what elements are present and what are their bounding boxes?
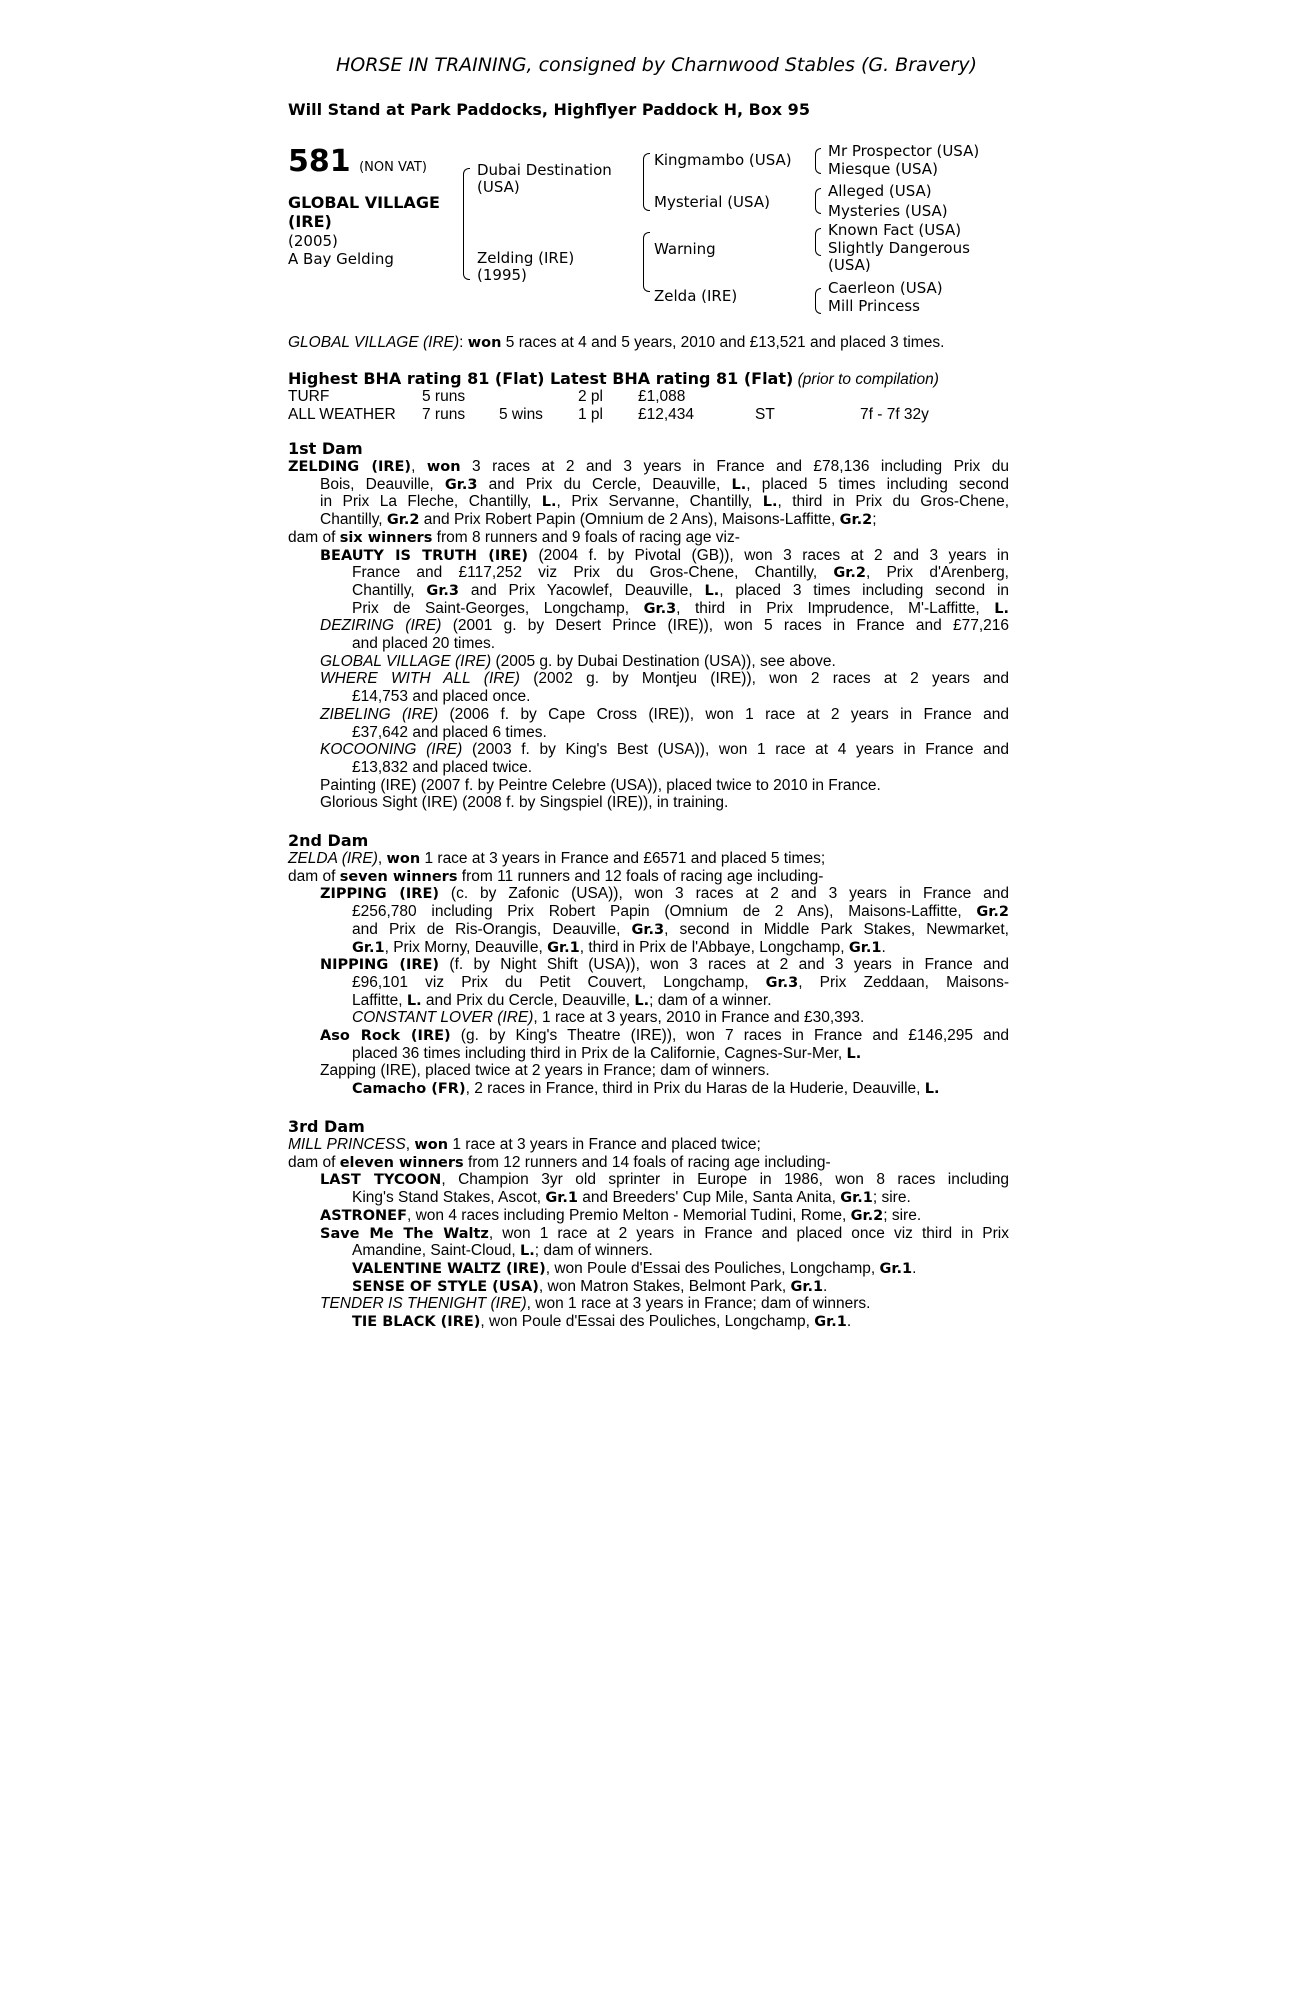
dam3-heading: 3rd Dam xyxy=(288,1117,365,1136)
pedigree-sire: Dubai Destination (USA) xyxy=(477,161,612,196)
dam3-line: VALENTINE WALTZ (IRE), won Poule d'Essai des Pouliches, Longchamp, Gr.1. xyxy=(352,1259,917,1277)
dam3-line: Save Me The Waltz, won 1 race at 2 years in France and placed once viz third in Prix xyxy=(320,1224,1009,1242)
dam2-line: Aso Rock (IRE) (g. by King's Theatre (IRE)), won 7 races in France and £146,295 and xyxy=(320,1027,1009,1044)
lot-number: 581 xyxy=(288,144,351,179)
pedigree-brace-dam xyxy=(643,232,650,292)
race-summary: GLOBAL VILLAGE (IRE): won 5 races at 4 and 5 years, 2010 and £13,521 and placed 3 times. xyxy=(288,334,945,351)
dam1-line: Chantilly, Gr.3 and Prix Yacowlef, Deauville, L., placed 3 times including second in xyxy=(352,581,1010,599)
dam3-line: ASTRONEF, won 4 races including Premio Melton - Memorial Tudini, Rome, Gr.2; sire. xyxy=(320,1206,922,1224)
lot-vat: (NON VAT) xyxy=(359,160,427,175)
dam1-line: ZIBELING (IRE) (2006 f. by Cape Cross (IRE)), won 1 race at 2 years in France and xyxy=(320,705,1009,723)
pedigree-dam-dam: Zelda (IRE) xyxy=(654,287,738,305)
pedigree-ssd: Miesque (USA) xyxy=(828,160,938,178)
dam1-line: £13,832 and placed twice. xyxy=(352,758,533,776)
dam1-line: ZELDING (IRE), won 3 races at 2 and 3 years in France and £78,136 including Prix du xyxy=(288,458,1009,475)
pedigree-brace-dd xyxy=(815,288,821,314)
dam2-line: placed 36 times including third in Prix de la Californie, Cagnes-Sur-Mer, L. xyxy=(352,1044,862,1062)
dam3-line: TENDER IS THENIGHT (IRE), won 1 race at 3 years in France; dam of winners. xyxy=(320,1295,871,1313)
dam1-line: in Prix La Fleche, Chantilly, L., Prix Servanne, Chantilly, L., third in Prix du Gros-Chene, xyxy=(320,493,1009,511)
pedigree-sire-dam: Mysterial (USA) xyxy=(654,193,770,211)
pedigree-sire-sire: Kingmambo (USA) xyxy=(654,151,792,169)
catalogue-page: HORSE IN TRAINING, consigned by Charnwood Stables (G. Bravery) Will Stand at Park Paddocks, Highflyer Paddock H, Box 95 581 (NON VAT) GLOBAL VILLAGE (IRE) (2005) A Bay Gelding Dubai Destination (USA) Zelding (IRE) (1995) Kingmambo (USA) Mysterial (USA) Warning Zelda (IRE) Mr Prospector (USA) Miesque (USA) Alleged (USA) Mysteries (USA) Known Fact (USA) Slightly Dangerous (USA) Caerleon (USA) Mill Princess GLOBAL VILLAGE (IRE): won 5 races at 4 and 5 years, 2010 and £13,521 and placed 3 times. Highest BHA rating 81 (Flat) Latest BHA rating 81 (Flat) (prior to compilation) TURF 5 runs 2 pl £1,088 ALL WEATHER 7 runs 5 wins 1 pl £12,434 ST 7f - 7f 32y 1st Dam ZELDING (IRE), won 3 races at 2 and 3 years in France and £78,136 including Prix du Bois, Deauville, Gr.3 and Prix du Cercle, Deauville, L., placed 5 times including second in Prix La Fleche, Chantilly, L., Prix Servanne, Chantilly, L., third in Prix du Gros-Chene, Chantilly, Gr.2 and Prix Robert Papin (Omnium de 2 Ans), Maisons-Laffitte, Gr.2; dam of six winners from 8 runners and 9 foals of racing age viz- BEAUTY IS TRUTH (IRE) (2004 f. by Pivotal (GB)), won 3 races at 2 and 3 years in France and £117,252 viz Prix du Gros-Chene, Chantilly, Gr.2, Prix d'Arenberg, Chantilly, Gr.3 and Prix Yacowlef, Deauville, L., placed 3 times including second in Prix de Saint-Georges, Longchamp, Gr.3, third in Prix Imprudence, M'-Laffitte, L. DEZIRING (IRE) (2001 g. by Desert Prince (IRE)), won 5 races in France and £77,216 and placed 20 times. GLOBAL VILLAGE (IRE) (2005 g. by Dubai Destination (USA)), see above. WHERE WITH ALL (IRE) (2002 g. by Montjeu (IRE)), won 2 races at 2 years and £14,753 and placed once. ZIBELING (IRE) (2006 f. by Cape Cross (IRE)), won 1 race at 2 years in France and £37,642 and placed 6 times. KOCOONING (IRE) (2003 f. by King's Best (USA)), won 1 race at 4 years in France and £13,832 and placed twice. Painting (IRE) (2007 f. by Peintre Celebre (USA)), placed twice to 2010 in France. Glorious Sight (IRE) (2008 f. by Singspiel (IRE)), in training. 2nd Dam ZELDA (IRE), won 1 race at 3 years in France and £6571 and placed 5 times; dam of seven winners from 11 runners and 12 foals of racing age including- ZIPPING (IRE) (c. by Zafonic (USA)), won 3 races at 2 and 3 years in France and £256,780 including Prix Robert Papin (Omnium de 2 Ans), Maisons-Laffitte, Gr.2 and Prix de Ris-Orangis, Deauville, Gr.3, second in Middle Park Stakes, Newmarket, Gr.1, Prix Morny, Deauville, Gr.1, third in Prix de l'Abbaye, Longchamp, Gr.1. NIPPING (IRE) (f. by Night Shift (USA)), won 3 races at 2 and 3 years in France and £96,101 viz Prix du Petit Couvert, Longchamp, Gr.3, Prix Zeddaan, Maisons- Laffitte, L. and Prix du Cercle, Deauville, L.; dam of a winner. CONSTANT LOVER (IRE), 1 race at 3 years, 2010 in France and £30,393. Aso Rock (IRE) (g. by King's Theatre (IRE)), won 7 races in France and £146,295 and placed 36 times including third in Prix de la Californie, Cagnes-Sur-Mer, L. Zapping (IRE), placed twice at 2 years in France; dam of winners. Camacho (FR), 2 races in France, third in Prix du Haras de la Huderie, Deauville, L. 3rd Dam MILL PRINCESS, won 1 race at 3 years in France and placed twice; dam of eleven winners from 12 runners and 14 foals of racing age including- LAST TYCOON, Champion 3yr old sprinter in Europe in 1986, won 8 races including King's Stand Stakes, Ascot, Gr.1 and Breeders' Cup Mile, Santa Anita, Gr.1; sire. ASTRONEF, won 4 races including Premio Melton - Memorial Tudini, Rome, Gr.2; sire. Save Me The Waltz, won 1 race at 2 years in France and placed once viz third in Prix Amandine, Saint-Cloud, L.; dam of winners. VALENTINE WALTZ (IRE), won Poule d'Essai des Pouliches, Longchamp, Gr.1. SENSE OF STYLE (USA), won Matron Stakes, Belmont Park, Gr.1. TENDER IS THENIGHT (IRE), won 1 race at 3 years in France; dam of winners. TIE BLACK (IRE), won Poule d'Essai des Pouliches, Longchamp, Gr.1. xyxy=(0,0,1313,2000)
dam1-heading: 1st Dam xyxy=(288,439,363,458)
dam1-line: Bois, Deauville, Gr.3 and Prix du Cercle, Deauville, L., placed 5 times including second xyxy=(320,475,1009,493)
pedigree-brace-sire xyxy=(643,153,650,211)
dam1-line: BEAUTY IS TRUTH (IRE) (2004 f. by Pivotal (GB)), won 3 races at 2 and 3 years in xyxy=(320,546,1009,564)
pedigree-sdd: Mysteries (USA) xyxy=(828,202,948,220)
lot-number-block xyxy=(288,144,427,179)
pedigree-sss: Mr Prospector (USA) xyxy=(828,142,980,160)
pedigree-dam-sire: Warning xyxy=(654,240,716,258)
dam1-line: and placed 20 times. xyxy=(352,635,496,652)
dam1-line: Painting (IRE) (2007 f. by Peintre Celebre (USA)), placed twice to 2010 in France. xyxy=(320,776,881,794)
dam2-line: Laffitte, L. and Prix du Cercle, Deauville, L.; dam of a winner. xyxy=(352,991,772,1009)
dam1-line: £14,753 and placed once. xyxy=(352,688,531,706)
dam3-line: MILL PRINCESS, won 1 race at 3 years in France and placed twice; xyxy=(288,1136,761,1153)
dam2-line: CONSTANT LOVER (IRE), 1 race at 3 years, 2010 in France and £30,393. xyxy=(352,1009,865,1027)
dam2-line: Camacho (FR), 2 races in France, third in Prix du Haras de la Huderie, Deauville, L. xyxy=(352,1080,940,1098)
dam1-line: France and £117,252 viz Prix du Gros-Chene, Chantilly, Gr.2, Prix d'Arenberg, xyxy=(352,564,1009,582)
pedigree-brace-sire-dam xyxy=(463,168,470,280)
dam1-line: WHERE WITH ALL (IRE) (2002 g. by Montjeu (IRE)), won 2 races at 2 years and xyxy=(320,670,1009,688)
pedigree-sds: Alleged (USA) xyxy=(828,182,932,200)
horse-description: A Bay Gelding xyxy=(288,250,394,268)
dam3-line: Amandine, Saint-Cloud, L.; dam of winners. xyxy=(352,1242,653,1260)
pedigree-ddd: Mill Princess xyxy=(828,297,920,315)
page-header: HORSE IN TRAINING, consigned by Charnwood Stables (G. Bravery) xyxy=(335,54,978,76)
dam2-line: ZELDA (IRE), won 1 race at 3 years in France and £6571 and placed 5 times; xyxy=(288,850,826,867)
rating-line: Highest BHA rating 81 (Flat) Latest BHA rating 81 (Flat) (prior to compilation) xyxy=(288,369,939,388)
stand-location: Will Stand at Park Paddocks, Highflyer Paddock H, Box 95 xyxy=(288,100,810,119)
dam1-line: DEZIRING (IRE) (2001 g. by Desert Prince (IRE)), won 5 races in France and £77,216 xyxy=(320,617,1009,635)
dam2-line: Gr.1, Prix Morny, Deauville, Gr.1, third in Prix de l'Abbaye, Longchamp, Gr.1. xyxy=(352,938,886,956)
dam2-line: Zapping (IRE), placed twice at 2 years in France; dam of winners. xyxy=(320,1062,770,1080)
dam2-heading: 2nd Dam xyxy=(288,831,369,850)
dam2-line: £256,780 including Prix Robert Papin (Omnium de 2 Ans), Maisons-Laffitte, Gr.2 xyxy=(352,903,1009,921)
horse-year: (2005) xyxy=(288,232,338,250)
dam2-line: ZIPPING (IRE) (c. by Zafonic (USA)), won 3 races at 2 and 3 years in France and xyxy=(320,885,1009,903)
dam1-line: £37,642 and placed 6 times. xyxy=(352,723,547,741)
horse-name: GLOBAL VILLAGE (IRE) xyxy=(288,193,440,231)
pedigree-dss: Known Fact (USA) xyxy=(828,221,962,239)
dam2-line: £96,101 viz Prix du Petit Couvert, Longchamp, Gr.3, Prix Zeddaan, Maisons- xyxy=(352,973,1009,991)
dam3-line: King's Stand Stakes, Ascot, Gr.1 and Breeders' Cup Mile, Santa Anita, Gr.1; sire. xyxy=(352,1189,911,1207)
dam1-line: GLOBAL VILLAGE (IRE) (2005 g. by Dubai Destination (USA)), see above. xyxy=(320,652,836,670)
pedigree-dds: Caerleon (USA) xyxy=(828,279,943,297)
dam1-line: dam of six winners from 8 runners and 9 foals of racing age viz- xyxy=(288,528,740,546)
dam2-line: and Prix de Ris-Orangis, Deauville, Gr.3, second in Middle Park Stakes, Newmarket, xyxy=(352,920,1009,938)
dam3-line: dam of eleven winners from 12 runners and 14 foals of racing age including- xyxy=(288,1153,831,1171)
dam1-line: Chantilly, Gr.2 and Prix Robert Papin (Omnium de 2 Ans), Maisons-Laffitte, Gr.2; xyxy=(320,511,877,529)
dam2-line: NIPPING (IRE) (f. by Night Shift (USA)), won 3 races at 2 and 3 years in France and xyxy=(320,956,1009,974)
dam3-line: LAST TYCOON, Champion 3yr old sprinter in Europe in 1986, won 8 races including xyxy=(320,1171,1009,1189)
pedigree-dsd: Slightly Dangerous (USA) xyxy=(828,239,970,274)
pedigree-dam: Zelding (IRE) (1995) xyxy=(477,249,575,284)
dam1-line: KOCOONING (IRE) (2003 f. by King's Best (USA)), won 1 race at 4 years in France and xyxy=(320,741,1010,759)
pedigree-brace-ds xyxy=(815,228,821,256)
pedigree-brace-sd xyxy=(815,188,821,214)
dam1-line: Glorious Sight (IRE) (2008 f. by Singspiel (IRE)), in training. xyxy=(320,794,729,812)
dam3-line: SENSE OF STYLE (USA), won Matron Stakes, Belmont Park, Gr.1. xyxy=(352,1277,828,1295)
dam1-line: Prix de Saint-Georges, Longchamp, Gr.3, third in Prix Imprudence, M'-Laffitte, L. xyxy=(352,599,1009,617)
dam2-line: dam of seven winners from 11 runners and 12 foals of racing age including- xyxy=(288,867,824,885)
pedigree-brace-ss xyxy=(815,148,821,174)
dam3-line: TIE BLACK (IRE), won Poule d'Essai des Pouliches, Longchamp, Gr.1. xyxy=(352,1313,852,1330)
